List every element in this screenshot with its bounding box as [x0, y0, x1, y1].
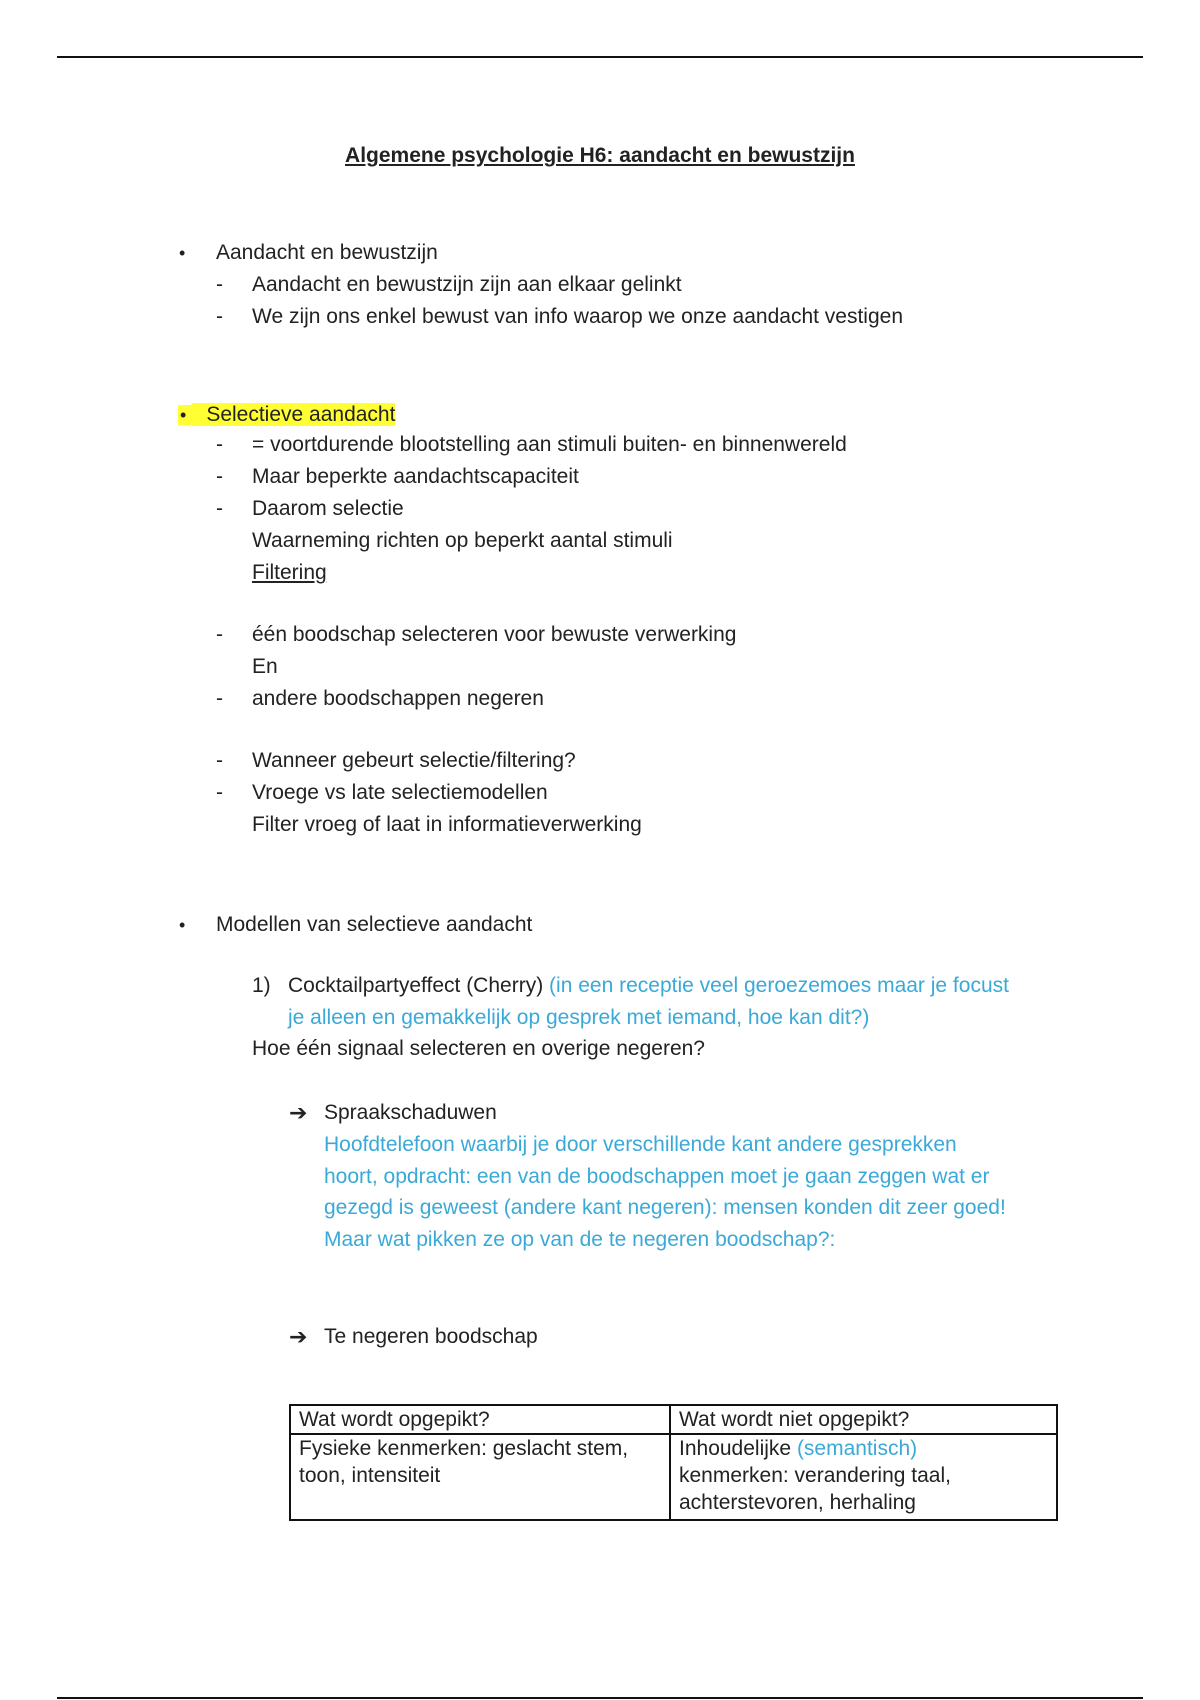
dash-icon: -	[216, 687, 223, 710]
table-row	[290, 1405, 1057, 1434]
table-cell-line	[679, 1435, 1048, 1462]
table-cell-line: Fysieke kenmerken: geslacht stem,	[299, 1437, 629, 1460]
bullet-icon: •	[178, 405, 192, 425]
table-cell	[290, 1434, 670, 1520]
dash-icon: -	[216, 497, 223, 520]
list-item: = voortdurende blootstelling aan stimuli buiten- en binnenwereld	[252, 433, 847, 456]
arrow-item-label: Te negeren boodschap	[324, 1325, 538, 1348]
table-cell-note: (semantisch)	[796, 1437, 918, 1460]
model-title-line	[288, 973, 1009, 999]
list-item-continuation: Filter vroeg of laat in informatieverwerking	[252, 813, 642, 836]
table-cell-text: Inhoudelijke	[679, 1437, 792, 1460]
model-name: Cocktailpartyeffect (Cherry)	[288, 974, 544, 997]
model-question: Hoe één signaal selecteren en overige negeren?	[252, 1037, 705, 1060]
table-header-cell: Wat wordt niet opgepikt?	[670, 1405, 1057, 1434]
explanation-line: hoort, opdracht: een van de boodschappen moet je gaan zeggen wat er	[324, 1165, 990, 1188]
model-note-continuation: je alleen en gemakkelijk op gesprek met iemand, hoe kan dit?)	[288, 1006, 870, 1029]
table-cell-line: kenmerken: verandering taal,	[679, 1464, 951, 1487]
model-number: 1)	[252, 974, 271, 997]
header-rule	[57, 56, 1143, 58]
list-item: andere boodschappen negeren	[252, 687, 544, 710]
dash-icon: -	[216, 749, 223, 772]
list-item: Daarom selectie	[252, 497, 404, 520]
dash-icon: -	[216, 273, 223, 296]
highlighted-heading	[178, 402, 395, 428]
list-item: één boodschap selecteren voor bewuste verwerking	[252, 623, 737, 646]
section-heading-selectieve: Selectieve aandacht	[192, 403, 395, 426]
table-cell-line: toon, intensiteit	[299, 1464, 441, 1487]
arrow-item-label: Spraakschaduwen	[324, 1101, 497, 1124]
explanation-line: gezegd is geweest (andere kant negeren): mensen konden dit zeer goed!	[324, 1196, 1006, 1219]
dash-icon: -	[216, 623, 223, 646]
list-item-continuation: Waarneming richten op beperkt aantal stimuli	[252, 529, 673, 552]
dash-icon: -	[216, 465, 223, 488]
comparison-table	[289, 1404, 1058, 1521]
footer-rule	[57, 1697, 1143, 1699]
list-item: We zijn ons enkel bewust van info waarop we onze aandacht vestigen	[252, 305, 904, 328]
page-title: Algemene psychologie H6: aandacht en bewustzijn	[345, 144, 855, 167]
dash-icon: -	[216, 305, 223, 328]
section-heading-aandacht: Aandacht en bewustzijn	[216, 241, 438, 264]
list-item-continuation: En	[252, 655, 278, 678]
table-cell-line: achterstevoren, herhaling	[679, 1491, 916, 1514]
section-heading-modellen: Modellen van selectieve aandacht	[216, 913, 533, 936]
dash-icon: -	[216, 781, 223, 804]
table-cell	[670, 1434, 1057, 1520]
list-item: Wanneer gebeurt selectie/filtering?	[252, 749, 576, 772]
list-item: Maar beperkte aandachtscapaciteit	[252, 465, 579, 488]
list-item: Vroege vs late selectiemodellen	[252, 781, 548, 804]
list-item: Aandacht en bewustzijn zijn aan elkaar gelinkt	[252, 273, 682, 296]
bullet-icon: •	[179, 243, 186, 263]
arrow-right-icon: ➔	[289, 1324, 308, 1349]
explanation-line: Hoofdtelefoon waarbij je door verschillende kant andere gesprekken	[324, 1133, 957, 1156]
list-item-continuation: Filtering	[252, 561, 327, 584]
bullet-icon: •	[179, 915, 186, 935]
arrow-right-icon: ➔	[289, 1100, 308, 1125]
table-header-cell: Wat wordt opgepikt?	[290, 1405, 670, 1434]
model-note: (in een receptie veel geroezemoes maar je focust	[549, 974, 1009, 997]
explanation-line: Maar wat pikken ze op van de te negeren boodschap?:	[324, 1228, 836, 1251]
table-row	[290, 1434, 1057, 1520]
dash-icon: -	[216, 433, 223, 456]
